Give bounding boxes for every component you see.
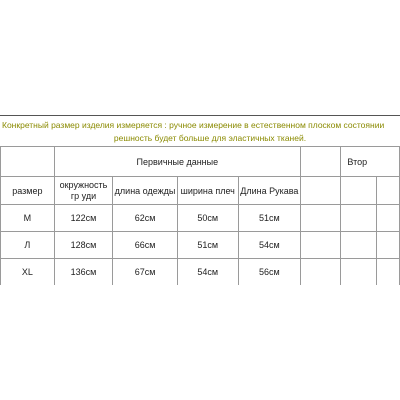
- table-row: [1, 259, 400, 286]
- sleeve-cell: 51см: [238, 205, 300, 232]
- sleeve-column-header: Длина Рукава: [238, 177, 300, 205]
- shoulder-cell: 50см: [177, 205, 238, 232]
- size-table: [0, 146, 400, 285]
- table-row: [1, 232, 400, 259]
- length-cell: 62см: [113, 205, 177, 232]
- empty-cell: [376, 205, 399, 232]
- size-cell: Л: [1, 232, 55, 259]
- header-empty-cell: [300, 147, 340, 177]
- empty-cell: [300, 232, 340, 259]
- size-column-header: размер: [1, 177, 55, 205]
- length-cell: 67см: [113, 259, 177, 286]
- note-line-2: решность будет больше для эластичных тканей.: [113, 133, 307, 143]
- note-line-1: Конкретный размер изделия измеряется : ручное измерение в естественном плоском состоянии: [2, 120, 385, 130]
- length-cell: 66см: [113, 232, 177, 259]
- chest-column-header: окружность гр уди: [54, 177, 113, 205]
- chest-cell: 128см: [54, 232, 113, 259]
- size-cell: M: [1, 205, 55, 232]
- table-header-columns: [1, 177, 400, 205]
- length-column-header: длина одежды: [113, 177, 177, 205]
- sleeve-cell: 54см: [238, 232, 300, 259]
- empty-cell: [341, 205, 376, 232]
- group-secondary-data: Втор: [341, 147, 400, 177]
- chest-cell: 136см: [54, 259, 113, 286]
- size-cell: XL: [1, 259, 55, 286]
- empty-cell: [376, 177, 399, 205]
- sleeve-cell: 56см: [238, 259, 300, 286]
- chest-cell: 122см: [54, 205, 113, 232]
- empty-cell: [300, 259, 340, 286]
- group-primary-data: Первичные данные: [54, 147, 300, 177]
- empty-cell: [341, 177, 376, 205]
- empty-cell: [300, 205, 340, 232]
- empty-cell: [341, 232, 376, 259]
- empty-cell: [300, 177, 340, 205]
- empty-cell: [376, 232, 399, 259]
- table-header-group: [1, 147, 400, 177]
- shoulder-column-header: ширина плеч: [177, 177, 238, 205]
- empty-cell: [376, 259, 399, 286]
- header-empty-cell: [1, 147, 55, 177]
- shoulder-cell: 51см: [177, 232, 238, 259]
- size-chart: [0, 115, 400, 285]
- shoulder-cell: 54см: [177, 259, 238, 286]
- empty-cell: [341, 259, 376, 286]
- table-row: [1, 205, 400, 232]
- measurement-note: [0, 115, 400, 147]
